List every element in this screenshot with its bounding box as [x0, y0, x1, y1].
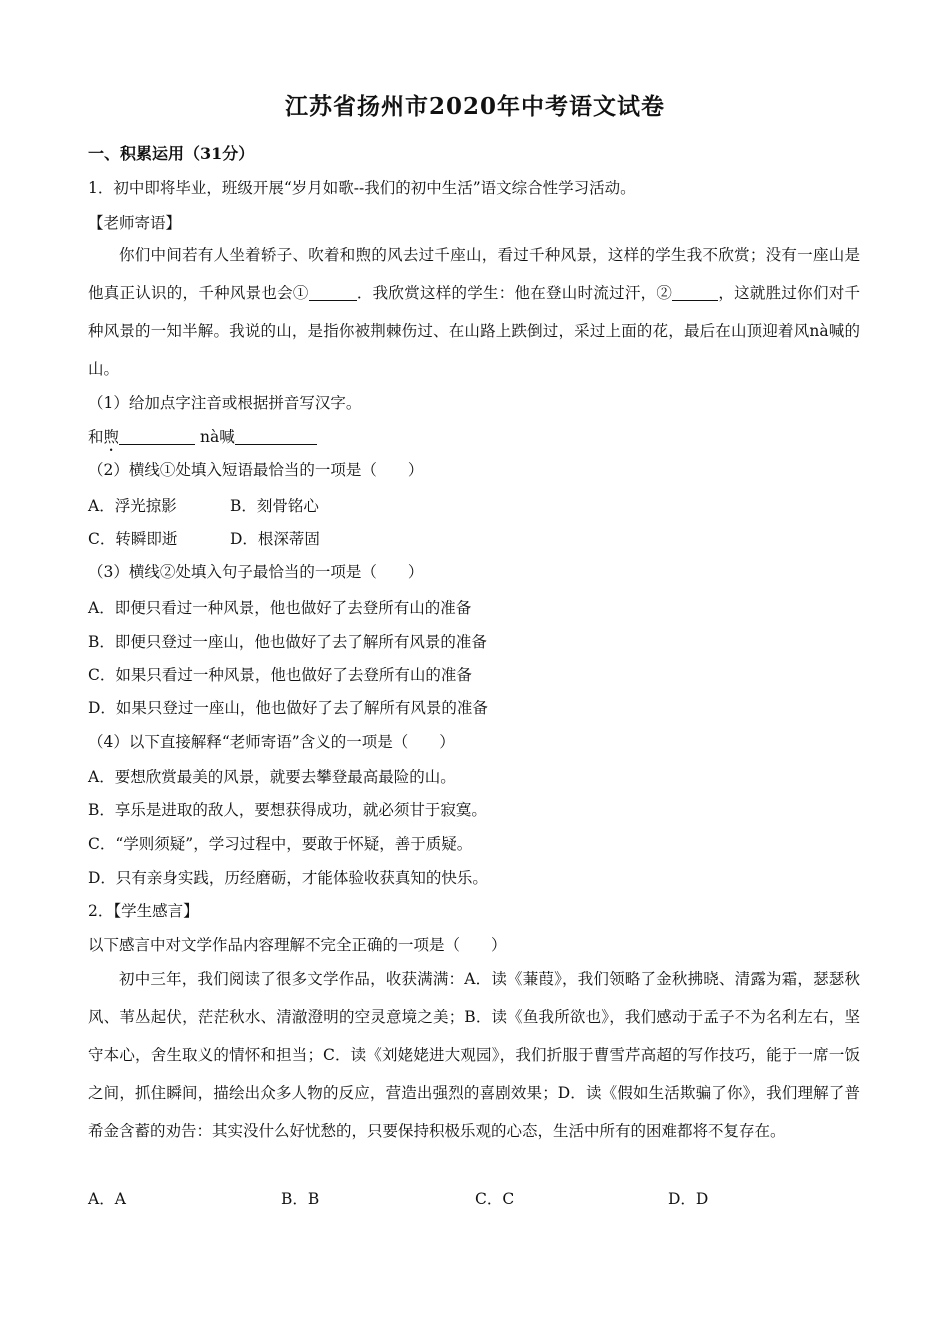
blank-2 — [672, 284, 718, 301]
q2-option-c: C．C — [475, 1190, 515, 1208]
answer-blank-hexu — [119, 428, 195, 445]
q1-sub2-prompt: （2）横线①处填入短语最恰当的一项是（ ） — [88, 461, 424, 479]
page-title: 江苏省扬州市2020年中考语文试卷 — [284, 93, 665, 120]
teacher-message-part-c: ，这就胜过你们对千种风景的一知半解。我说的山，是指你被荆棘伤过、在山路上跌倒过，采过上面的花，最后在山顶迎着风nà喊的山。 — [88, 284, 860, 378]
q1-sub3-option-b: B．即便只登过一座山，他也做好了去了解所有风景的准备 — [88, 633, 487, 651]
q1-sub3-option-d: D．如果只登过一座山，他也做好了去了解所有风景的准备 — [88, 699, 488, 717]
q1-sub1-prompt: （1）给加点字注音或根据拼音写汉字。 — [88, 394, 362, 412]
teacher-message-part-b: ．我欣赏这样的学生：他在登山时流过汗，② — [356, 284, 673, 302]
q1-sub4-option-c: C．“学则须疑”，学习过程中，要敢于怀疑，善于质疑。 — [88, 835, 473, 853]
q1-sub2-option-a: A．浮光掠影 — [88, 497, 177, 515]
q1-sub3-prompt: （3）横线②处填入句子最恰当的一项是（ ） — [88, 563, 424, 581]
q2-option-b: B．B — [281, 1190, 320, 1208]
q1-intro: 1．初中即将毕业，班级开展“岁月如歌--我们的初中生活”语文综合性学习活动。 — [88, 179, 636, 197]
q2-stem: 以下感言中对文学作品内容理解不完全正确的一项是（ ） — [88, 936, 507, 954]
q2-option-d: D．D — [668, 1190, 709, 1208]
answer-blank-nahan — [235, 428, 317, 445]
q1-sub4-option-a: A．要想欣赏最美的风景，就要去攀登最高最险的山。 — [88, 768, 456, 786]
item-nahan: nà喊 — [199, 428, 235, 446]
q1-sub3-option-a: A．即便只看过一种风景，他也做好了去登所有山的准备 — [88, 599, 472, 617]
q1-sub4-option-d: D．只有亲身实践，历经磨砺，才能体验收获真知的快乐。 — [88, 869, 488, 887]
q2-option-a: A．A — [88, 1190, 126, 1208]
q1-sub3-option-c: C．如果只看过一种风景，他也做好了去登所有山的准备 — [88, 666, 472, 684]
blank-1 — [309, 284, 357, 301]
item-hexu-dotted-char: 煦 — [103, 428, 120, 446]
q1-sub4-option-b: B．享乐是进取的敌人，要想获得成功，就必须甘于寂寞。 — [88, 801, 487, 819]
section-heading: 一、积累运用（31分） — [88, 144, 255, 163]
q1-heading: 【老师寄语】 — [88, 214, 182, 232]
student-remarks-paragraph: 初中三年，我们阅读了很多文学作品，收获满满：A．读《蒹葭》，我们领略了金秋拂晓、清露为霜，瑟瑟秋风、苇丛起伏，茫茫秋水、清澈澄明的空灵意境之美；B．读《鱼我所欲也》，我们感动于孟子不为名利左右，坚守本心，舍生取义的情怀和担当；C．读《刘姥姥进大观园》，我们折服于曹雪芹高超的写作技巧，能于一席一饭之间，抓住瞬间，描绘出众多人物的反应，营造出强烈的喜剧效果；D．读《假如生活欺骗了你》，我们理解了普希金含蓄的劝告：其实没什么好忧愁的，只要保持积极乐观的心态，生活中所有的困难都将不复存在。 — [88, 970, 860, 1140]
q1-sub4-prompt: （4）以下直接解释“老师寄语”含义的一项是（ ） — [88, 733, 455, 751]
q1-sub1-items — [88, 427, 317, 455]
teacher-message-part-a: 你们中间若有人坐着轿子、吹着和煦的风去过千座山，看过千种风景，这样的学生我不欣赏；没有一座山是他真正认识的，千种风景也会① — [88, 246, 860, 302]
teacher-message-paragraph — [88, 236, 860, 388]
q1-sub2-option-b: B．刻骨铭心 — [230, 497, 319, 515]
q1-sub2-option-d: D．根深蒂固 — [230, 530, 320, 548]
item-hexu-prefix: 和 — [88, 428, 104, 446]
q1-sub2-option-c: C．转瞬即逝 — [88, 530, 178, 548]
q2-heading: 2．【学生感言】 — [88, 902, 199, 920]
